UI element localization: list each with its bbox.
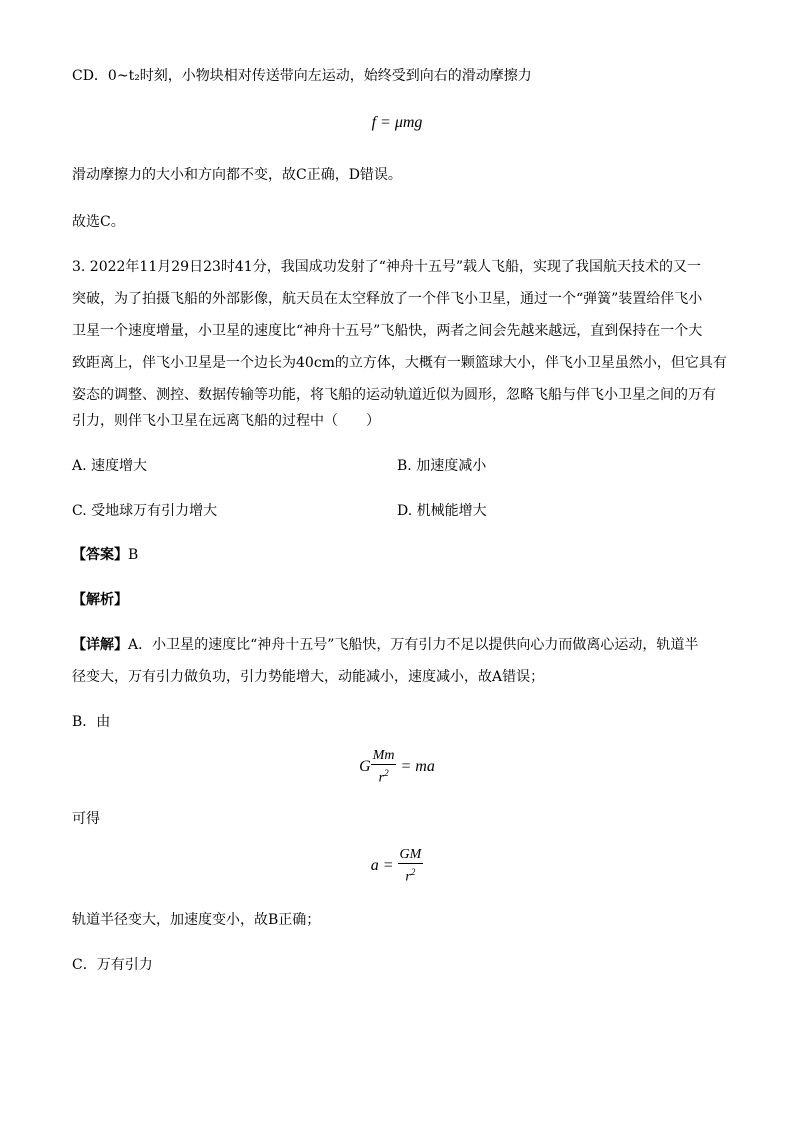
formula1-numerator: Mm bbox=[372, 748, 395, 763]
formula1-fraction bbox=[371, 748, 397, 787]
formula1-denominator: $r^2$ bbox=[378, 768, 389, 786]
friction-formula: f = μmg bbox=[371, 114, 423, 131]
formula2-denominator: $r^2$ bbox=[405, 867, 416, 885]
option-b: B. 加速度减小 bbox=[397, 458, 487, 474]
gravity-formula bbox=[0, 748, 794, 787]
answer-label: 【答案】 bbox=[72, 547, 128, 563]
formula2-fraction bbox=[398, 847, 424, 886]
formula2-numerator: GM bbox=[399, 847, 422, 862]
cd-conclusion: 滑动摩擦力的大小和方向都不变，故C正确，D错误。 bbox=[72, 167, 402, 183]
formula2-left: a = bbox=[370, 857, 398, 874]
detail-line-1 bbox=[72, 635, 698, 655]
acceleration-formula bbox=[0, 847, 794, 886]
b-conclusion: 轨道半径变大，加速度变小，故B正确； bbox=[72, 912, 321, 928]
c-intro: C．万有引力 bbox=[72, 957, 153, 973]
question-3-line-6: 引力，则伴飞小卫星在远离飞船的过程中（ ） bbox=[72, 413, 380, 429]
formula1-left: G bbox=[359, 758, 371, 775]
answer-line bbox=[72, 545, 138, 565]
formula1-right: = ma bbox=[396, 758, 435, 775]
b-intro: B．由 bbox=[72, 714, 111, 730]
option-a: A. 速度增大 bbox=[72, 458, 148, 474]
option-c: C. 受地球万有引力增大 bbox=[72, 503, 218, 519]
option-d: D. 机械能增大 bbox=[397, 503, 487, 519]
analysis-label: 【解析】 bbox=[72, 592, 128, 608]
cd-analysis-text: CD．0~t₂时刻，小物块相对传送带向左运动，始终受到向右的滑动摩擦力 bbox=[72, 68, 532, 84]
answer-value: B bbox=[128, 547, 139, 563]
question-3-line-4: 致距离上，伴飞小卫星是一个边长为40cm的立方体，大概有一颗篮球大小，伴飞小卫星虽然小，但它具有 bbox=[72, 355, 727, 371]
question-3-line-5: 姿态的调整、测控、数据传输等功能，将飞船的运动轨道近似为圆形，忽略飞船与伴飞小卫星之间的万有 bbox=[72, 387, 716, 403]
question-3-line-3: 卫星一个速度增量，小卫星的速度比“神舟十五号”飞船快，两者之间会先越来越远，直到保持在一个大 bbox=[72, 323, 703, 339]
obtain-text: 可得 bbox=[72, 811, 100, 827]
choice-statement: 故选C。 bbox=[72, 214, 125, 230]
question-3-line-2: 突破，为了拍摄飞船的外部影像，航天员在太空释放了一个伴飞小卫星，通过一个“弹簧”装置给伴飞小 bbox=[72, 291, 703, 307]
detail-line-2: 径变大，万有引力做负功，引力势能增大，动能减小，速度减小，故A错误； bbox=[72, 669, 545, 685]
detail-label: 【详解】 bbox=[72, 637, 128, 653]
question-3-line-1: 3. 2022年11月29日23时41分，我国成功发射了“神舟十五号”载人飞船，实现了我国航天技术的又一 bbox=[72, 259, 702, 275]
detail-text-1: A．小卫星的速度比“神舟十五号”飞船快，万有引力不足以提供向心力而做离心运动，轨道半 bbox=[128, 637, 699, 653]
